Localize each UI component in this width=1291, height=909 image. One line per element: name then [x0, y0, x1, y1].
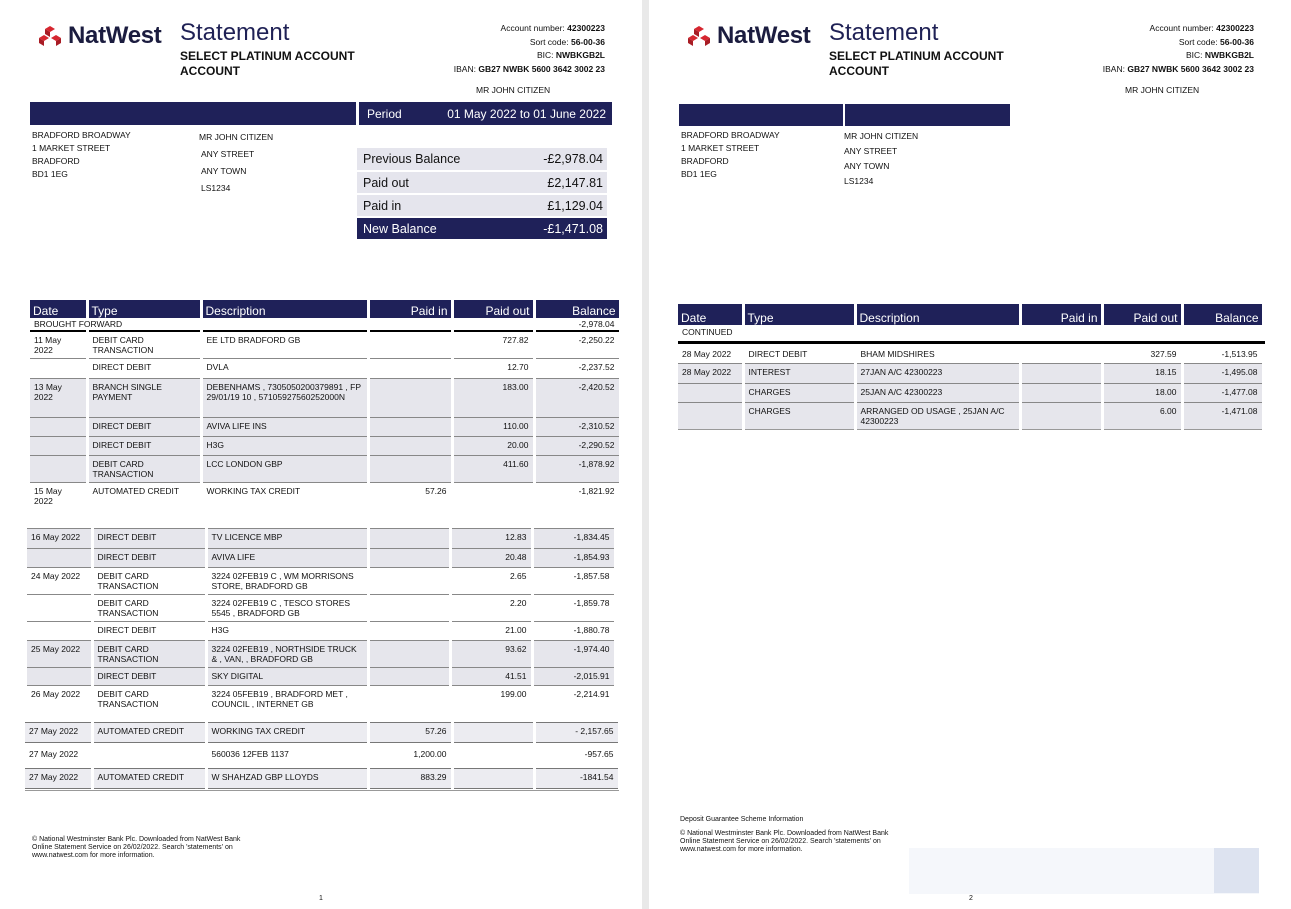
table-header [678, 304, 1263, 325]
table-row: DEBIT CARD TRANSACTION LCC LONDON GBP 411.60 -1,878.92 [30, 456, 620, 483]
statement-page-1 [0, 0, 642, 909]
iban: GB27 NWBK 5600 3642 3002 23 [1127, 63, 1254, 74]
natwest-cubes-icon [687, 25, 711, 47]
table-row: DIRECT DEBIT SKY DIGITAL 41.51 -2,015.91 [27, 668, 615, 686]
customer-address: MR JOHN CITIZEN ANY STREET ANY TOWN LS1234 [199, 132, 274, 193]
col-paid-in: Paid in [368, 300, 452, 318]
col-balance: Balance [1182, 304, 1263, 325]
col-paid-out: Paid out [452, 300, 534, 318]
col-balance: Balance [534, 300, 620, 318]
statement-page-2 [649, 0, 1291, 909]
statement-title: Statement [180, 19, 290, 46]
period-bar [356, 102, 612, 125]
bic: NWBKGB2L [1204, 50, 1254, 60]
sort-code: 56-00-36 [570, 36, 605, 47]
paid-out-row: Paid out £2,147.81 [357, 172, 607, 195]
table-header [30, 300, 620, 318]
branch-address: BRADFORD BROADWAY 1 MARKET STREET BRADFORD BD1 1EG [32, 130, 131, 179]
account-type: SELECT PLATINUM ACCOUNT ACCOUNT [180, 49, 355, 78]
watermark-block [1214, 848, 1259, 893]
period-label: Period [367, 106, 402, 121]
table-row: 25 May 2022 DEBIT CARD TRANSACTION 3224 02FEB19 , NORTHSIDE TRUCK & , VAN, , BRADFORD GB 93.62 -1,974.40 [27, 641, 615, 668]
table-row: 13 May 2022 BRANCH SINGLE PAYMENT DEBENHAMS , 7305050200379891 , FP 29/01/19 10 , 57105927560252000N 183.00 -2,420.52 [30, 379, 620, 418]
page-number: 1 [319, 895, 323, 902]
account-number: 42300223 [1216, 23, 1254, 33]
col-type: Type [87, 300, 201, 318]
account-details: Account number: 42300223 Sort code: 56-00-36 BIC: NWBKGB2L IBAN: GB27 NWBK 5600 3642 3002 23 [1102, 23, 1254, 74]
natwest-logo [38, 22, 161, 50]
table-end-rule [25, 790, 619, 791]
transactions-table-end [25, 722, 621, 789]
customer-name: MR JOHN CITIZEN [1125, 85, 1200, 95]
customer-name: MR JOHN CITIZEN [476, 85, 551, 95]
bic: NWBKGB2L [555, 50, 605, 60]
brought-forward-row: BROUGHT FORWARD -2,978.04 [30, 318, 620, 331]
table-row: DIRECT DEBIT H3G 20.00 -2,290.52 [30, 437, 620, 456]
new-balance-row: New Balance -£1,471.08 [357, 218, 607, 241]
watermark-pattern [909, 848, 1259, 894]
header-band [30, 102, 356, 125]
table-row: CHARGES ARRANGED OD USAGE , 25JAN A/C 42300223 6.00 -1,471.08 [678, 403, 1263, 430]
table-row: 27 May 2022 AUTOMATED CREDIT WORKING TAX CREDIT 57.26 - 2,157.65 [25, 723, 619, 743]
period-value: 01 May 2022 to 01 June 2022 [447, 106, 606, 121]
col-type: Type [743, 304, 855, 325]
table-row: 11 May 2022 DEBIT CARD TRANSACTION EE LTD BRADFORD GB 727.82 -2,250.22 [30, 331, 620, 359]
previous-balance-row: Previous Balance -£2,978.04 [357, 148, 607, 172]
page-footer: © National Westminster Bank Plc. Downloaded from NatWest Bank Online Statement Service on 26/02/2022. Search 'statements' on www.natwest.com for more information. [680, 830, 889, 853]
col-paid-in: Paid in [1020, 304, 1102, 325]
brand-name: NatWest [68, 22, 162, 49]
new-balance: -£1,471.08 [543, 221, 603, 236]
transactions-table-continued [27, 528, 617, 713]
table-row: DIRECT DEBIT AVIVA LIFE INS 110.00 -2,310.52 [30, 418, 620, 437]
page-number: 2 [969, 895, 973, 902]
account-details: Account number: 42300223 Sort code: 56-00-36 BIC: NWBKGB2L IBAN: GB27 NWBK 5600 3642 3002 23 [453, 23, 605, 74]
table-row: DEBIT CARD TRANSACTION 3224 02FEB19 C , TESCO STORES 5545 , BRADFORD GB 2.20 -1,859.78 [27, 595, 615, 622]
paid-in-total: £1,129.04 [547, 198, 603, 213]
natwest-cubes-icon [38, 25, 62, 47]
table-row: 15 May 2022 AUTOMATED CREDIT WORKING TAX CREDIT 57.26 -1,821.92 [30, 483, 620, 510]
header-band-2 [845, 104, 1010, 126]
iban: GB27 NWBK 5600 3642 3002 23 [478, 63, 605, 74]
account-number: 42300223 [567, 23, 605, 33]
continued-row: CONTINUED [678, 325, 1263, 343]
balance-summary [357, 148, 607, 241]
paid-out-total: £2,147.81 [547, 175, 603, 190]
natwest-logo [687, 22, 810, 50]
col-date: Date [678, 304, 743, 325]
sort-code: 56-00-36 [1219, 36, 1254, 47]
table-row: 28 May 2022 INTEREST 27JAN A/C 42300223 18.15 -1,495.08 [678, 364, 1263, 384]
col-description: Description [201, 300, 368, 318]
table-row: 24 May 2022 DEBIT CARD TRANSACTION 3224 02FEB19 C , WM MORRISONS STORE, BRADFORD GB 2.65 -1,857.58 [27, 568, 615, 595]
table-row: 26 May 2022 DEBIT CARD TRANSACTION 3224 05FEB19 , BRADFORD MET , COUNCIL , INTERNET GB 199.00 -2,214.91 [27, 686, 615, 713]
customer-address: MR JOHN CITIZEN ANY STREET ANY TOWN LS1234 [844, 131, 919, 186]
paid-in-row: Paid in £1,129.04 [357, 195, 607, 218]
table-row: 27 May 2022 AUTOMATED CREDIT W SHAHZAD GBP LLOYDS 883.29 -1841.54 [25, 769, 619, 789]
transactions-table [30, 300, 622, 509]
previous-balance: -£2,978.04 [543, 152, 603, 166]
statement-title: Statement [829, 19, 939, 46]
page-footer: © National Westminster Bank Plc. Downloaded from NatWest Bank Online Statement Service on 26/02/2022. Search 'statements' on www.natwest.com for more information. [32, 836, 241, 859]
col-date: Date [30, 300, 87, 318]
table-row: 27 May 2022 560036 12FEB 1137 1,200.00 -957.65 [25, 743, 619, 765]
col-description: Description [855, 304, 1020, 325]
account-type: SELECT PLATINUM ACCOUNT ACCOUNT [829, 49, 1004, 78]
col-paid-out: Paid out [1102, 304, 1182, 325]
transactions-table [678, 304, 1265, 430]
brand-name: NatWest [717, 22, 811, 49]
deposit-guarantee-info: Deposit Guarantee Scheme Information [680, 816, 804, 823]
table-row: 28 May 2022 DIRECT DEBIT BHAM MIDSHIRES 327.59 -1,513.95 [678, 343, 1263, 364]
header-band [679, 104, 843, 126]
table-row: CHARGES 25JAN A/C 42300223 18.00 -1,477.08 [678, 384, 1263, 403]
table-row: DIRECT DEBIT DVLA 12.70 -2,237.52 [30, 359, 620, 379]
table-row: DIRECT DEBIT H3G 21.00 -1,880.78 [27, 622, 615, 641]
table-row: DIRECT DEBIT AVIVA LIFE 20.48 -1,854.93 [27, 549, 615, 568]
branch-address: BRADFORD BROADWAY 1 MARKET STREET BRADFORD BD1 1EG [681, 130, 780, 179]
table-row: 16 May 2022 DIRECT DEBIT TV LICENCE MBP 12.83 -1,834.45 [27, 529, 615, 549]
